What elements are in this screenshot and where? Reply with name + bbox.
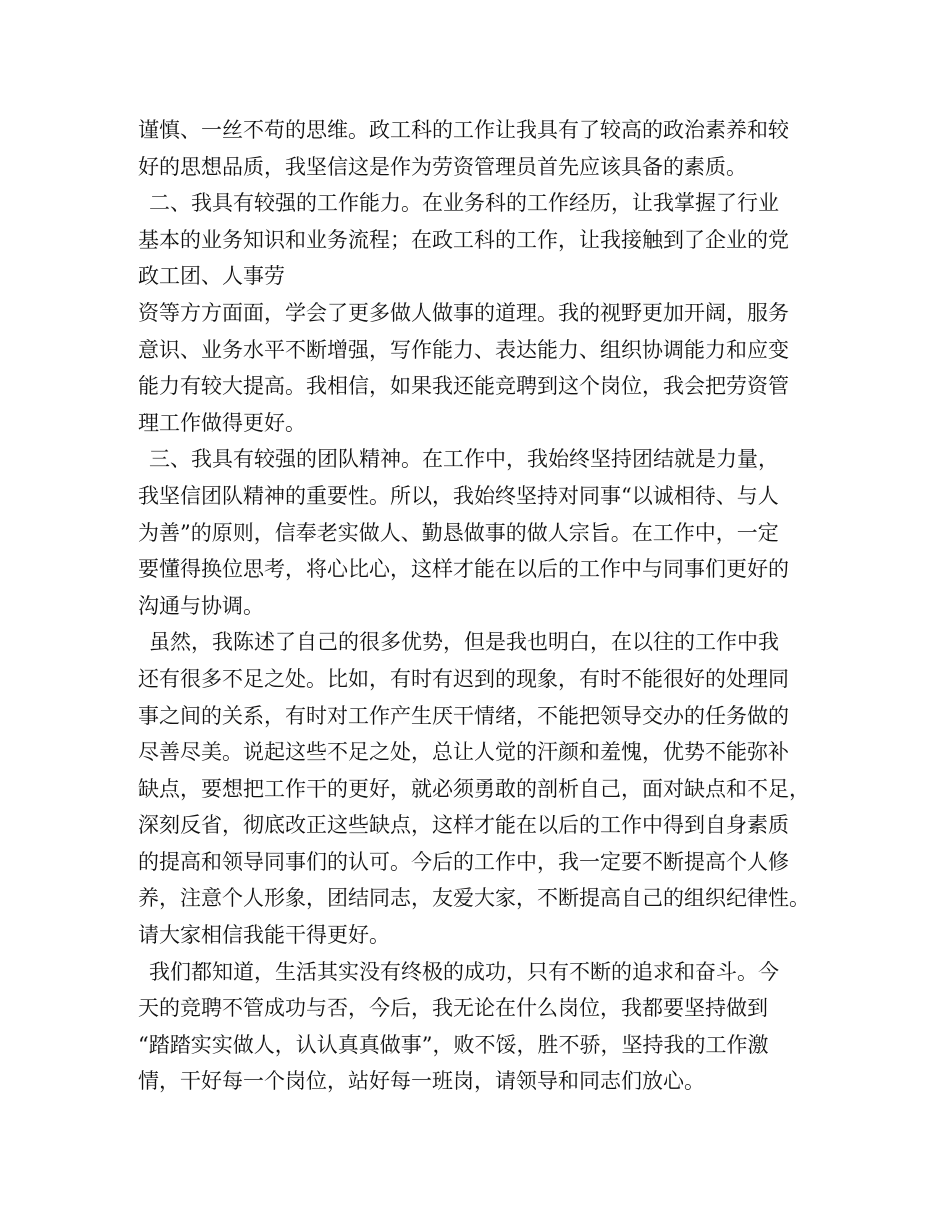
text-line: 理工作做得更好。 [138,410,306,435]
text-line: 沟通与协调。 [138,593,264,618]
text-line: 能力有较大提高。我相信，如果我还能竞聘到这个岗位，我会把劳资管 [138,374,789,399]
text-line: 基本的业务知识和业务流程；在政工科的工作，让我接触到了企业的党 [138,227,789,252]
document-body [138,112,838,1100]
text-line: 我们都知道，生活其实没有终极的成功，只有不断的追求和奋斗。今 [149,959,779,984]
text-line: 缺点，要想把工作干的更好，就必须勇敢的剖析自己，面对缺点和不足， [138,776,810,801]
text-line: “踏踏实实做人，认认真真做事”，败不馁，胜不骄，坚持我的工作激 [138,1032,769,1057]
text-line: 深刻反省，彻底改正这些缺点，这样才能在以后的工作中得到自身素质 [138,813,789,838]
text-line: 虽然，我陈述了自己的很多优势，但是我也明白，在以往的工作中我 [149,630,779,655]
text-line: 请大家相信我能干得更好。 [138,923,390,948]
text-line: 资等方方面面，学会了更多做人做事的道理。我的视野更加开阔，服务 [138,300,789,325]
text-line: 的提高和领导同事们的认可。今后的工作中，我一定要不断提高个人修 [138,849,789,874]
text-line: 政工团、人事劳 [138,264,285,289]
text-line: 谨慎、一丝不苟的思维。政工科的工作让我具有了较高的政治素养和较 [138,118,789,142]
text-line: 为善”的原则，信奉老实做人、勤恳做事的做人宗旨。在工作中，一定 [138,520,779,545]
text-line: 天的竞聘不管成功与否，今后，我无论在什么岗位，我都要坚持做到 [138,996,768,1021]
text-line: 意识、业务水平不断增强，写作能力、表达能力、组织协调能力和应变 [138,337,789,362]
text-line: 还有很多不足之处。比如，有时有迟到的现象，有时不能很好的处理同 [138,666,789,691]
text-line: 尽善尽美。说起这些不足之处，总让人觉的汗颜和羞愧，优势不能弥补 [138,740,789,765]
text-line: 二、我具有较强的工作能力。在业务科的工作经历，让我掌握了行业 [149,191,779,216]
text-line: 三、我具有较强的团队精神。在工作中，我始终坚持团结就是力量， [149,447,779,472]
text-line: 要懂得换位思考，将心比心，这样才能在以后的工作中与同事们更好的 [138,557,789,582]
text-line: 情，干好每一个岗位，站好每一班岗，请领导和同志们放心。 [138,1069,705,1094]
text-line: 好的思想品质，我坚信这是作为劳资管理员首先应该具备的素质。 [138,154,747,179]
text-line: 养，注意个人形象，团结同志，友爱大家，不断提高自己的组织纪律性。 [138,886,810,911]
text-line: 事之间的关系，有时对工作产生厌干情绪，不能把领导交办的任务做的 [138,703,789,728]
text-line: 我坚信团队精神的重要性。所以，我始终坚持对同事“以诚相待、与人 [138,483,779,508]
